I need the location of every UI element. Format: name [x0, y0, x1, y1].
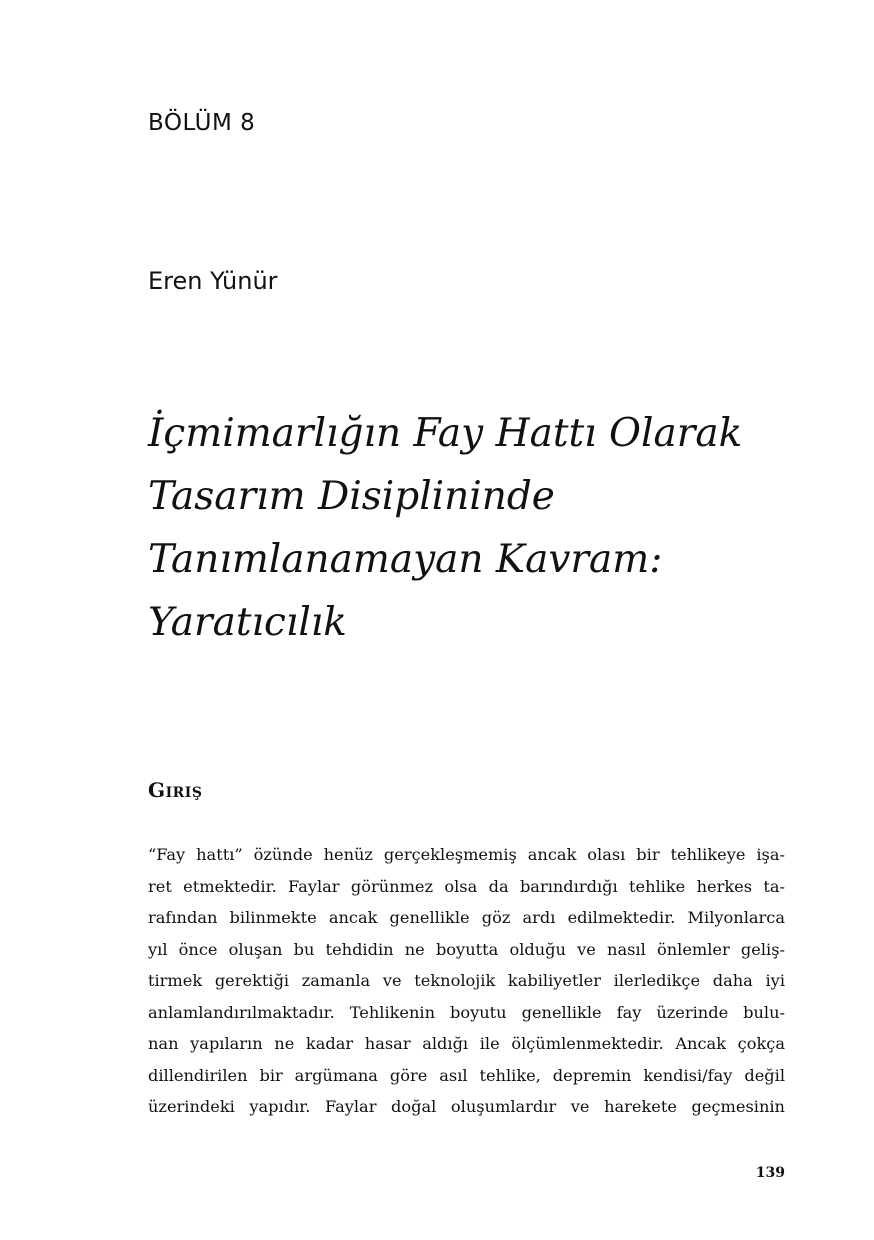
paragraph-line: dillendirilen bir argümana göre asıl tehlike, depremin kendisi/fay değil — [148, 1065, 785, 1085]
paragraph-line: nan yapıların ne kadar hasar aldığı ile ölçümlenmektedir. Ancak çokça — [148, 1034, 785, 1053]
paragraph-line: anlamlandırılmaktadır. Tehlikenin boyutu genellikle fay üzerinde bulu- — [148, 1002, 785, 1022]
paragraph-line: tirmek gerektiği zamanla ve teknolojik kabiliyetler ilerledikçe daha iyi — [148, 971, 785, 990]
author-name: Eren Yünür — [148, 267, 278, 295]
paragraph-line: ret etmektedir. Faylar görünmez olsa da barındırdığı tehlike herkes ta- — [148, 876, 785, 896]
paragraph-line: yıl önce oluşan bu tehdidin ne boyutta olduğu ve nasıl önlemler geliş- — [148, 939, 785, 959]
paragraph-line: üzerindeki yapıdır. Faylar doğal oluşumlardır ve harekete geçmesinin — [148, 1097, 785, 1116]
section-heading: Giriş — [148, 778, 203, 802]
page-number: 139 — [755, 1165, 785, 1181]
title-line: Tasarım Disiplininde — [148, 474, 555, 519]
title-line: İçmimarlığın Fay Hattı Olarak — [148, 411, 743, 456]
title-line: Tanımlanamayan Kavram: — [148, 537, 663, 582]
body-paragraph — [148, 839, 785, 1123]
chapter-label: BÖLÜM 8 — [148, 110, 256, 136]
title-line: Yaratıcılık — [148, 600, 347, 645]
chapter-title — [148, 402, 788, 654]
paragraph-line: rafından bilinmekte ancak genellikle göz ardı edilmektedir. Milyonlarca — [148, 908, 785, 927]
paragraph-line: “Fay hattı” özünde henüz gerçekleşmemiş ancak olası bir tehlikeye işa- — [148, 845, 785, 864]
